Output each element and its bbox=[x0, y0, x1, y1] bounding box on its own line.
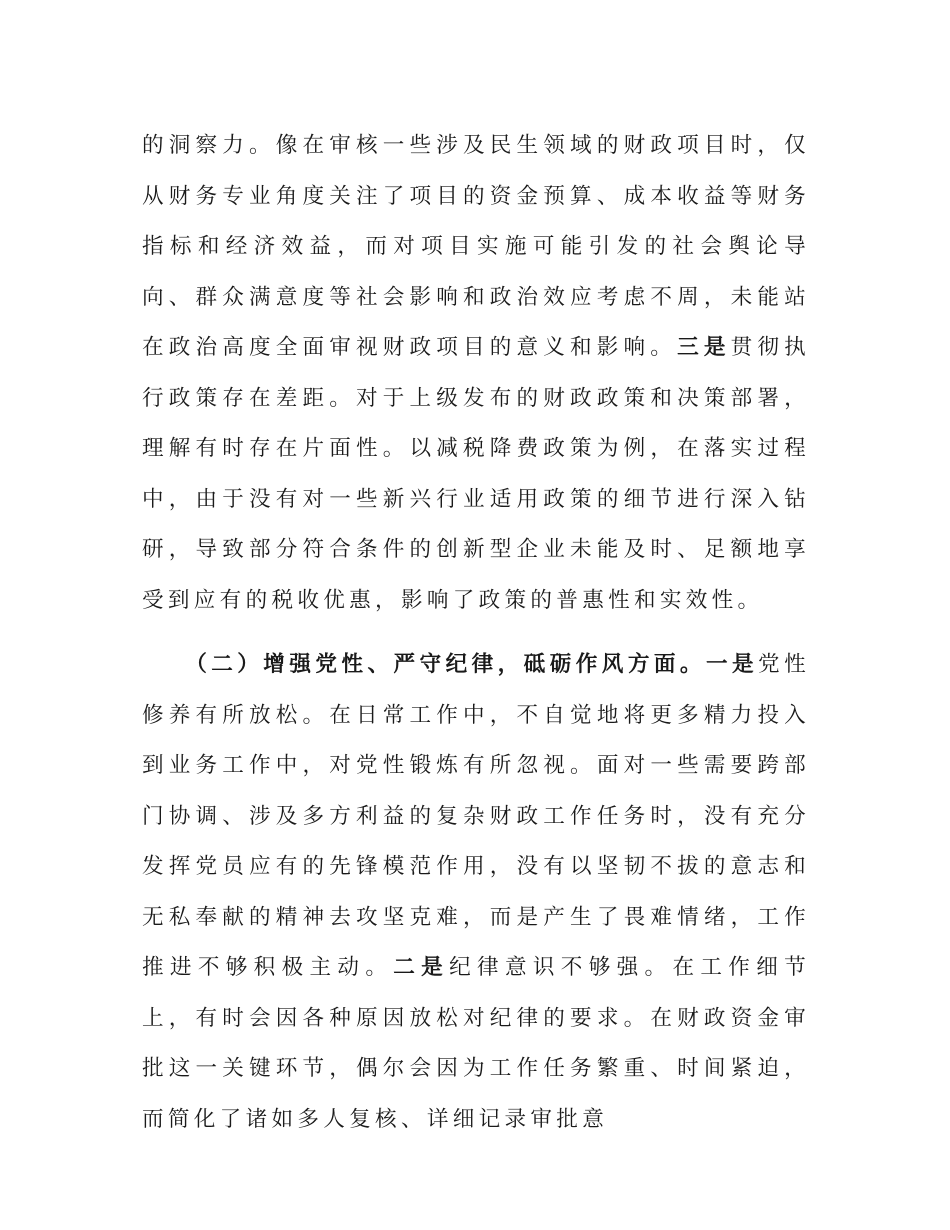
paragraph-policy-deviation bbox=[142, 121, 810, 626]
bold-marker-one: 一是 bbox=[705, 652, 759, 677]
paragraph-text: 纪律意识不够强。在工作细节上，有时会因各种原因放松对纪律的要求。在财政资金审批这一关键环节，偶尔会因为工作任务繁重、时间紧迫，而简化了诸如多人复核、详细记录审批意 bbox=[142, 955, 811, 1132]
bold-marker-two: 二是 bbox=[393, 955, 450, 980]
paragraph-text: 贯彻执行政策存在差距。对于上级发布的财政政策和决策部署，理解有时存在片面性。以减税降费政策为例，在落实过程中，由于没有对一些新兴行业适用政策的细节进行深入钻研，导致部分符合条件的创新型企业未能及时、足额地享受到应有的税收优惠，影响了政策的普惠性和实效性。 bbox=[142, 335, 810, 613]
document-page bbox=[142, 121, 810, 1145]
section-heading: （二）增强党性、严守纪律，砥砺作风方面。 bbox=[185, 652, 706, 677]
paragraph-text: 的洞察力。像在审核一些涉及民生领域的财政项目时，仅从财务专业角度关注了项目的资金预算、成本收益等财务指标和经济效益，而对项目实施可能引发的社会舆论导向、群众满意度等社会影响和政治效应考虑不周，未能站在政治高度全面审视财政项目的意义和影响。 bbox=[142, 133, 810, 360]
bold-marker-three: 三是 bbox=[677, 335, 731, 360]
paragraph-party-discipline bbox=[142, 640, 810, 1145]
paragraph-text: 党性修养有所放松。在日常工作中，不自觉地将更多精力投入到业务工作中，对党性锻炼有所忽视。面对一些需要跨部门协调、涉及多方利益的复杂财政工作任务时，没有充分发挥党员应有的先锋模范作用，没有以坚韧不拔的意志和无私奉献的精神去攻坚克难，而是产生了畏难情绪，工作推进不够积极主动。 bbox=[142, 652, 810, 980]
